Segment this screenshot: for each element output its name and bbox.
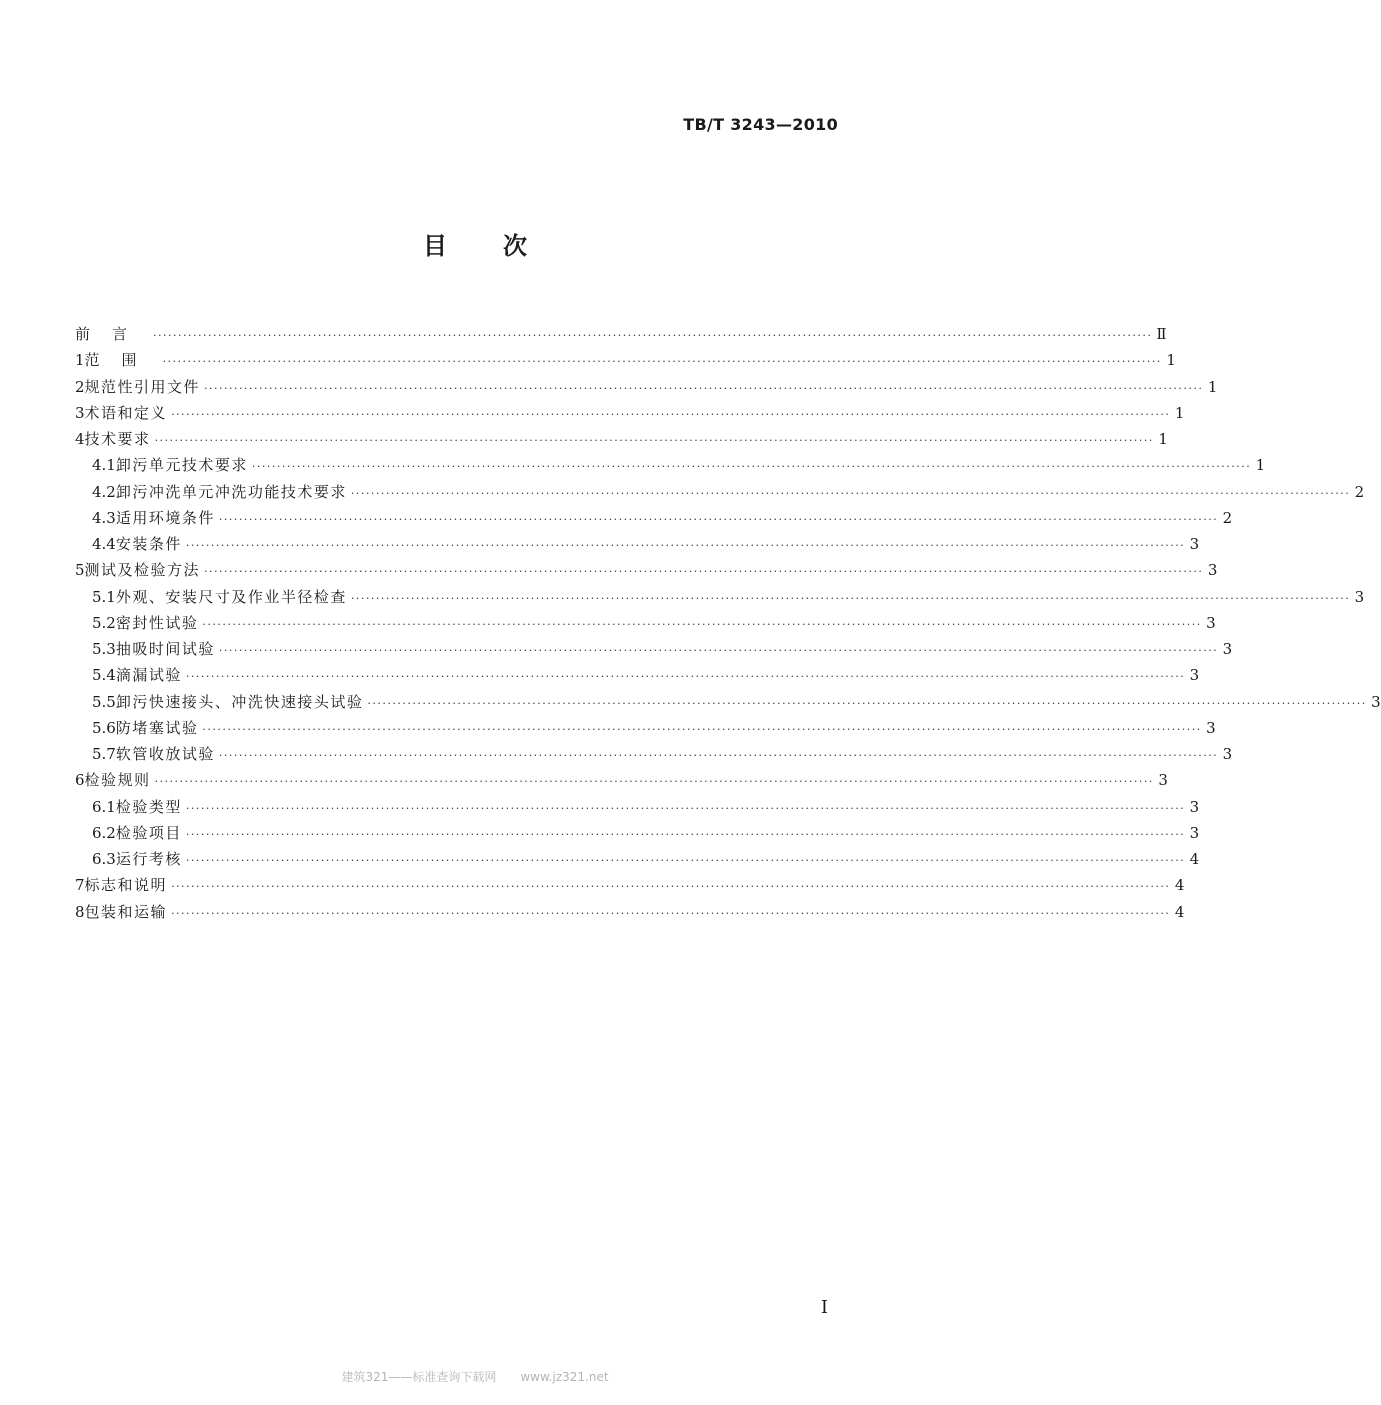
toc-entry-label: 标志和说明	[84, 876, 168, 895]
toc-entry-label: 范围	[84, 351, 159, 370]
toc-entry-label: 卸污快速接头、冲洗快速接头试验	[115, 692, 364, 711]
dot-leader: ········································································································································································································	[204, 565, 1204, 579]
standard-code: TB/T 3243—2010	[683, 115, 838, 134]
toc-entry[interactable]	[75, 400, 1185, 426]
dot-leader: ········································································································································································································	[251, 460, 1252, 474]
toc-entry-label: 抽吸时间试验	[115, 640, 215, 658]
toc-entry-number: 5.4	[92, 666, 116, 685]
toc-entry-label: 卸污单元技术要求	[115, 456, 248, 475]
toc-entry-label: 技术要求	[84, 430, 151, 448]
toc-entry[interactable]	[75, 426, 1168, 452]
toc-entry-page: 1	[1166, 351, 1176, 370]
toc-entry-page: Ⅱ	[1156, 325, 1167, 343]
toc-entry-page: 1	[1207, 377, 1218, 396]
toc-entry-label: 运行考核	[115, 850, 182, 868]
toc-entry[interactable]	[75, 505, 1233, 531]
toc-entry-number: 6.2	[92, 823, 116, 842]
toc-entry-number: 4.4	[92, 535, 116, 553]
toc-entry[interactable]	[75, 479, 1365, 505]
toc-entry-page: 3	[1158, 771, 1168, 790]
toc-entry-label: 适用环境条件	[115, 508, 215, 527]
toc-entry-label: 测试及检验方法	[84, 561, 201, 580]
toc-entry[interactable]	[75, 662, 1200, 688]
toc-entry-number: 5.1	[92, 587, 116, 606]
toc-entry-number: 4	[75, 430, 85, 448]
toc-entry-number: 4.3	[92, 508, 116, 527]
toc-entry-label: 安装条件	[115, 535, 182, 553]
dot-leader: ········································································································································································································	[202, 617, 1202, 631]
toc-entry-page: 2	[1354, 482, 1365, 501]
toc-entry[interactable]	[75, 347, 1176, 373]
toc-entry-page: 4	[1174, 902, 1185, 921]
dot-leader: ········································································································································································································	[154, 434, 1154, 447]
toc-entry-number: 5.5	[92, 692, 116, 711]
toc-entry-page: 3	[1189, 535, 1200, 553]
toc-entry-number: 5.2	[92, 613, 116, 632]
dot-leader: ········································································································································································································	[185, 801, 1186, 815]
dot-leader: ········································································································································································································	[162, 355, 1162, 369]
toc-entry-label: 检验项目	[115, 823, 182, 842]
toc-entry-label: 前言	[75, 325, 150, 343]
toc-entry-label: 检验规则	[84, 771, 151, 790]
dot-leader: ········································································································································································································	[171, 906, 1171, 920]
toc-entry-page: 2	[1222, 508, 1233, 527]
dot-leader: ········································································································································································································	[171, 880, 1171, 894]
toc-entry[interactable]	[75, 767, 1168, 793]
dot-leader: ········································································································································································································	[202, 722, 1202, 736]
dot-leader: ········································································································································································································	[218, 644, 1219, 657]
dot-leader: ········································································································································································································	[218, 512, 1219, 526]
toc-entry-page: 1	[1255, 456, 1266, 475]
dot-leader: ········································································································································································································	[350, 591, 1351, 605]
watermark-text: 建筑321——标准查询下载网 www.jz321.net	[341, 1370, 609, 1384]
dot-leader: ········································································································································································································	[185, 827, 1186, 841]
toc-entry[interactable]	[75, 715, 1216, 741]
toc-entry-number: 6.3	[92, 850, 116, 868]
toc-entry-label: 规范性引用文件	[84, 377, 201, 396]
toc-entry-number: 7	[75, 876, 85, 895]
page-title: 目次	[423, 232, 583, 260]
toc-entry-number: 6	[75, 771, 85, 790]
toc-entry-page: 3	[1206, 718, 1216, 737]
toc-entry-label: 检验类型	[115, 797, 182, 816]
toc-entry-number: 6.1	[92, 797, 116, 816]
dot-leader: ········································································································································································································	[218, 749, 1219, 762]
toc-entry[interactable]	[75, 374, 1218, 400]
toc-entry-label: 卸污冲洗单元冲洗功能技术要求	[115, 482, 347, 501]
toc-entry-label: 滴漏试验	[115, 666, 182, 685]
toc-entry-page: 3	[1189, 666, 1200, 685]
toc-entry[interactable]	[75, 610, 1216, 636]
toc-entry-label: 防堵塞试验	[115, 718, 199, 737]
toc-entry-page: 4	[1189, 850, 1200, 868]
toc-entry-number: 4.1	[92, 456, 116, 475]
toc-entry[interactable]	[75, 584, 1365, 610]
toc-entry-number: 1	[75, 351, 85, 370]
toc-entry[interactable]	[75, 820, 1200, 846]
dot-leader: ········································································································································································································	[185, 670, 1186, 684]
toc-entry[interactable]	[75, 872, 1185, 898]
toc-entry-page: 3	[1222, 640, 1233, 658]
toc-entry-number: 5	[75, 561, 85, 580]
toc-entry[interactable]	[75, 531, 1200, 557]
toc-entry-page: 3	[1207, 561, 1218, 580]
toc-entry-page: 3	[1222, 745, 1233, 763]
toc-entry-number: 5.7	[92, 745, 116, 763]
toc-entry-page: 1	[1158, 430, 1168, 448]
toc-entry-label: 外观、安装尺寸及作业半径检查	[115, 587, 347, 606]
toc-entry-number: 3	[75, 403, 85, 422]
toc-entry-number: 8	[75, 902, 85, 921]
toc-entry-page: 3	[1206, 613, 1216, 632]
dot-leader: ········································································································································································································	[185, 539, 1186, 552]
toc-entry[interactable]	[75, 636, 1233, 662]
toc-entry[interactable]	[75, 899, 1185, 925]
toc-entry-page: 3	[1189, 823, 1200, 842]
toc-entry[interactable]	[75, 846, 1200, 872]
dot-leader: ········································································································································································································	[171, 407, 1171, 421]
table-of-contents	[75, 321, 1381, 925]
toc-entry-label: 软管收放试验	[115, 745, 215, 763]
toc-entry-label: 密封性试验	[115, 613, 199, 632]
toc-entry[interactable]	[75, 557, 1218, 583]
dot-leader: ········································································································································································································	[350, 486, 1351, 500]
toc-entry-number: 2	[75, 377, 85, 396]
dot-leader: ········································································································································································································	[204, 381, 1204, 395]
toc-entry[interactable]	[75, 452, 1266, 478]
toc-entry-page: 3	[1354, 587, 1365, 606]
toc-entry-label: 术语和定义	[84, 403, 168, 422]
toc-entry-number: 4.2	[92, 482, 116, 501]
toc-entry[interactable]	[75, 321, 1167, 347]
page-number: I	[820, 1297, 828, 1318]
toc-entry[interactable]	[75, 794, 1200, 820]
toc-entry-number: 5.6	[92, 718, 116, 737]
toc-entry[interactable]	[75, 689, 1381, 715]
toc-entry-label: 包装和运输	[84, 902, 168, 921]
toc-entry-page: 4	[1174, 876, 1185, 895]
toc-entry-page: 1	[1174, 403, 1185, 422]
toc-entry-page: 3	[1371, 692, 1381, 711]
dot-leader: ········································································································································································································	[154, 775, 1154, 789]
dot-leader: ········································································································································································································	[367, 696, 1367, 710]
dot-leader: ········································································································································································································	[185, 854, 1186, 867]
toc-entry-number: 5.3	[92, 640, 116, 658]
dot-leader: ········································································································································································································	[153, 329, 1153, 342]
toc-entry[interactable]	[75, 741, 1233, 767]
toc-entry-page: 3	[1189, 797, 1200, 816]
